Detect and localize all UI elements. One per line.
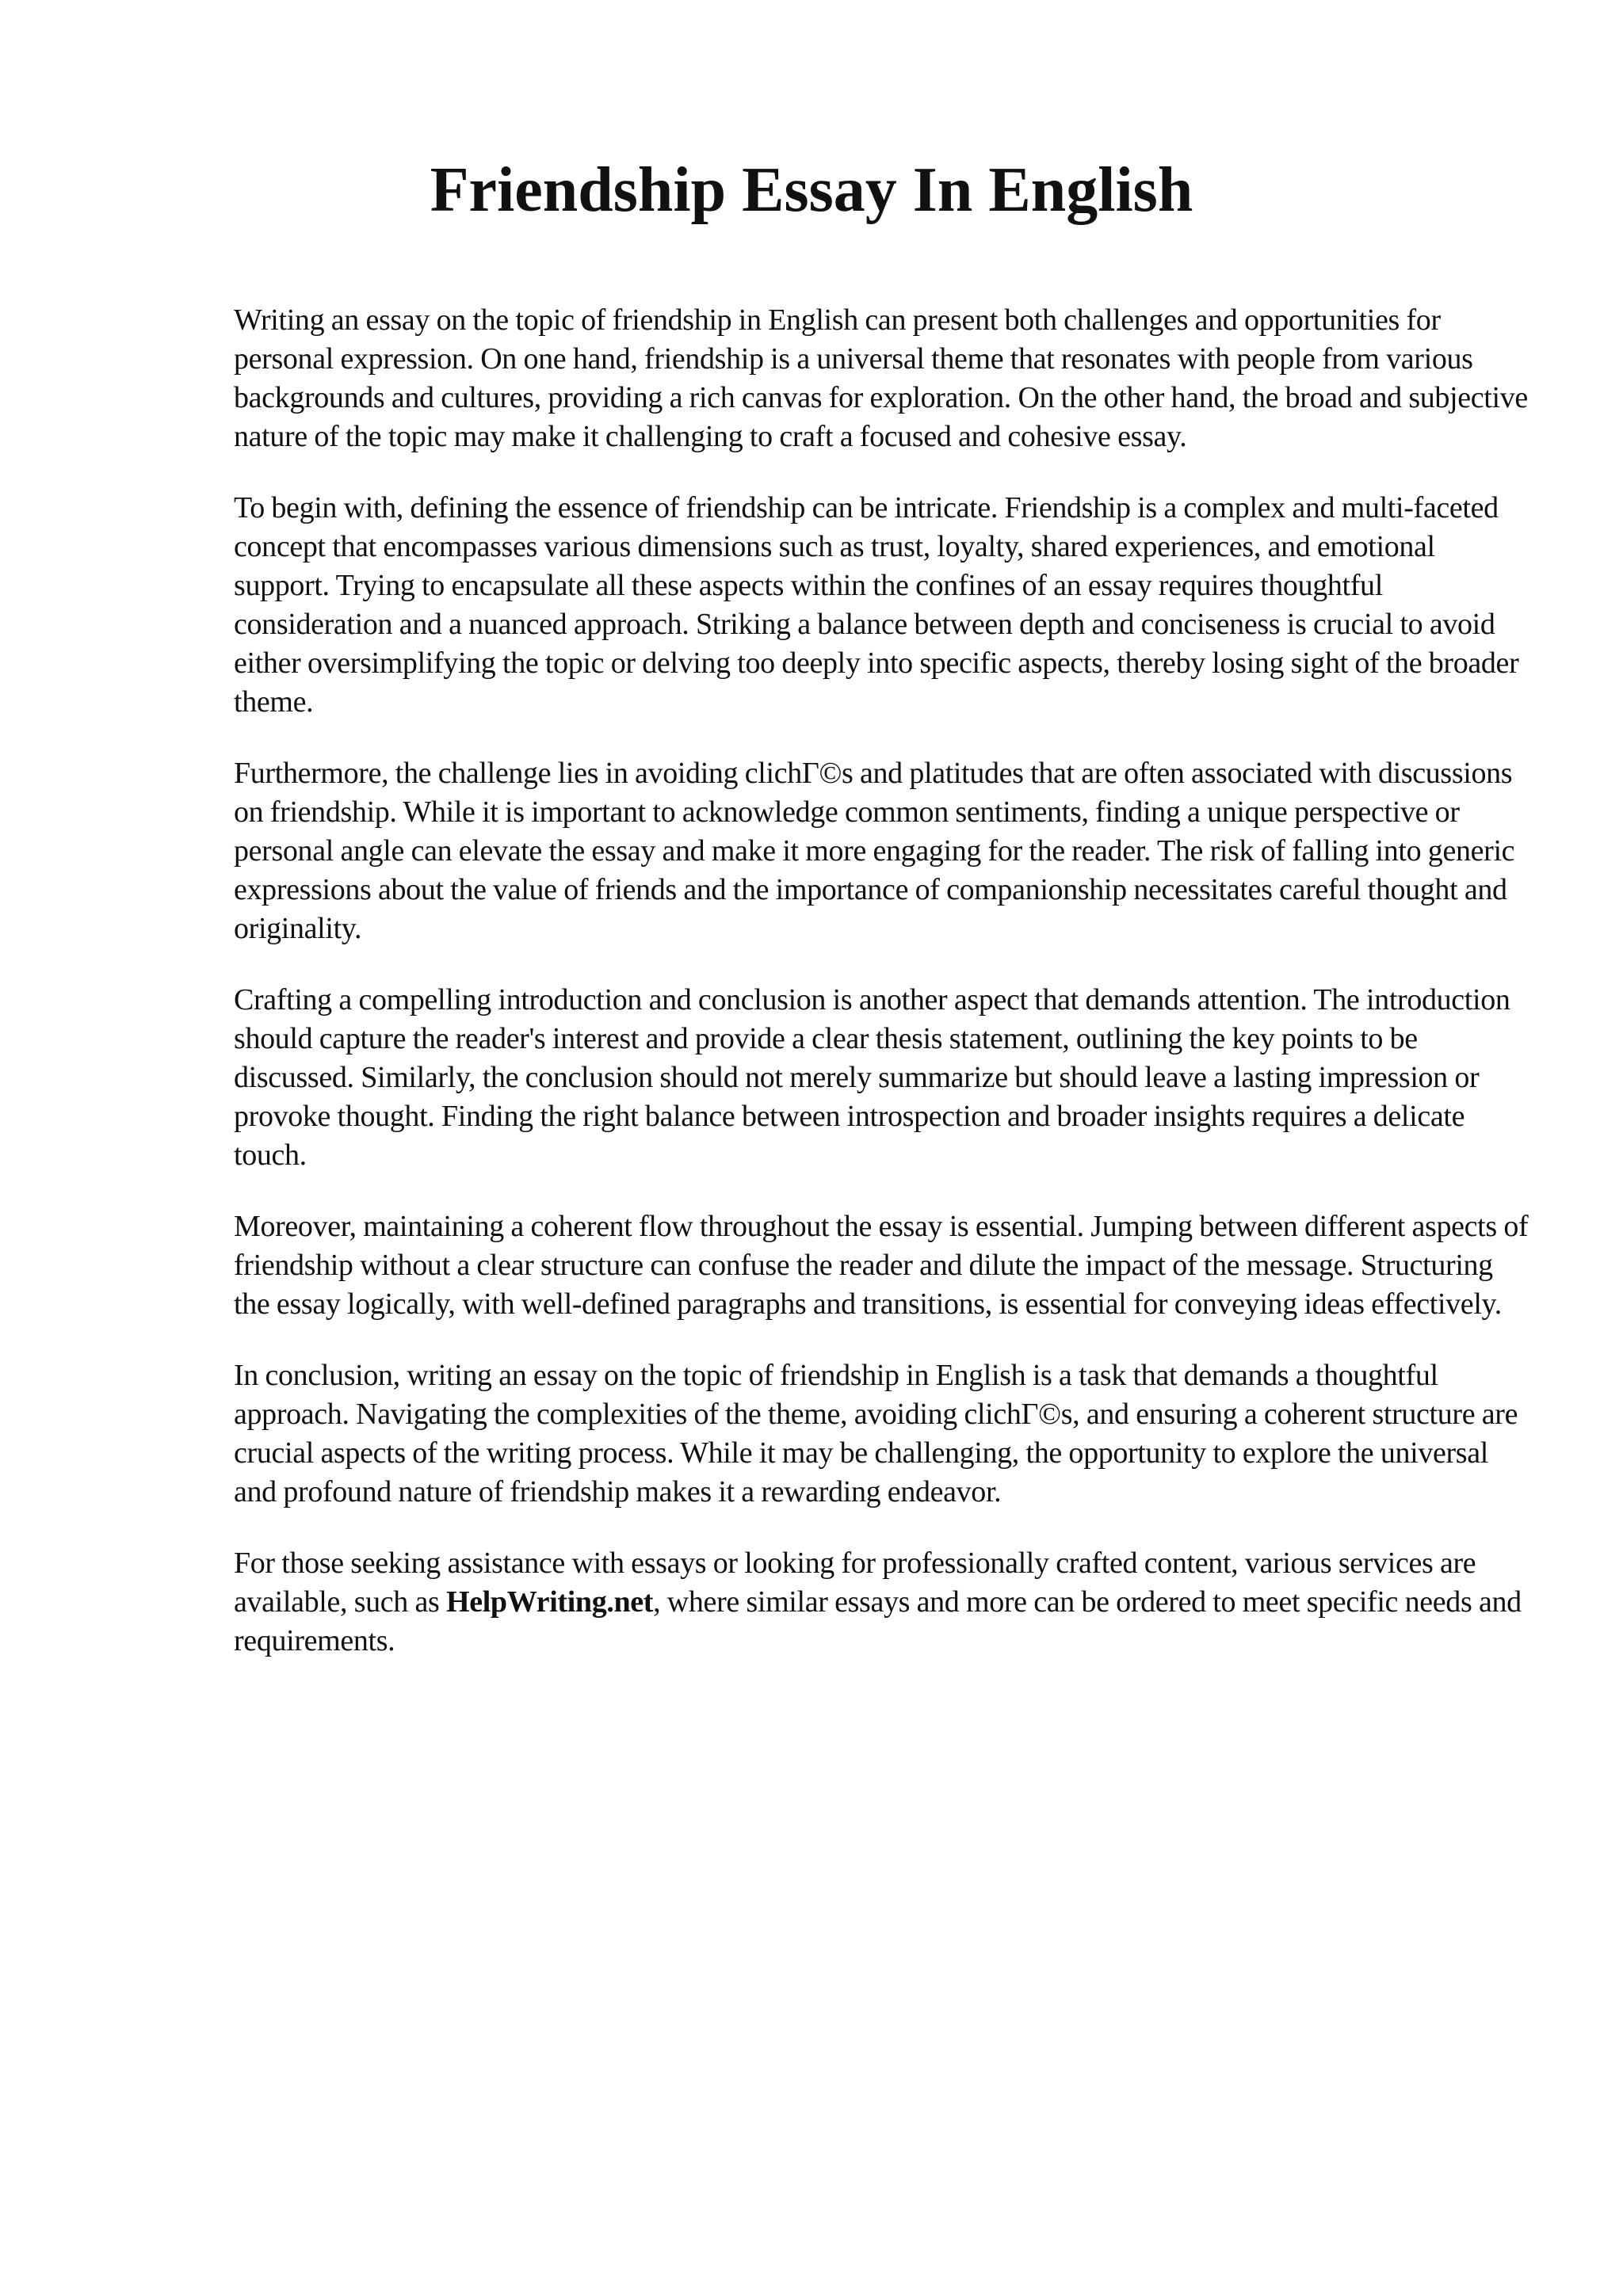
paragraph-coherent-flow: Moreover, maintaining a coherent flow throughout the essay is essential. Jumping between different aspects of friendship without a clear structure can confuse the reader and dilute the impact of the message. Structuring the essay logically, with well-defined paragraphs and transitions, is essential for conveying ideas effectively.: [234, 1210, 1529, 1321]
closing-text-after: , where similar essays and more can be ordered to meet specific needs and requirements.: [234, 1585, 1522, 1657]
paragraph-intro: Writing an essay on the topic of friendship in English can present both challenges and opportunities for personal expression. On one hand, friendship is a universal theme that resonates with people from various backgrounds and cultures, providing a rich canvas for exploration. On the other hand, the broad and subjective nature of the topic may make it challenging to craft a focused and cohesive essay.: [234, 303, 1528, 453]
brand-name: HelpWriting.net: [446, 1585, 654, 1619]
essay-body: [234, 301, 1533, 1693]
paragraph-defining-friendship: To begin with, defining the essence of friendship can be intricate. Friendship is a complex and multi-faceted concept that encompasses various dimensions such as trust, loyalty, shared experiences, and emotional support. Trying to encapsulate all these aspects within the confines of an essay requires thoughtful consideration and a nuanced approach. Striking a balance between depth and conciseness is crucial to avoid either oversimplifying the topic or delving too deeply into specific aspects, thereby losing sight of the broader theme.: [234, 491, 1519, 719]
closing-text-before: For those seeking assistance with essays or looking for professionally crafted content, various services are available, such as: [234, 1547, 1476, 1619]
document-title: Friendship Essay In English: [430, 155, 1193, 225]
paragraph-avoiding-cliches: Furthermore, the challenge lies in avoiding clichГ©s and platitudes that are often associated with discussions on friendship. While it is important to acknowledge common sentiments, finding a unique perspective or personal angle can elevate the essay and make it more engaging for the reader. The risk of falling into generic expressions about the value of friends and the importance of companionship necessitates careful thought and originality.: [234, 757, 1515, 945]
paragraph-closing: [234, 1544, 1533, 1661]
paragraph-conclusion: In conclusion, writing an essay on the topic of friendship in English is a task that demands a thoughtful approach. Navigating the complexities of the theme, avoiding clichГ©s, and ensuring a coherent structure are crucial aspects of the writing process. While it may be challenging, the opportunity to explore the universal and profound nature of friendship makes it a rewarding endeavor.: [234, 1359, 1518, 1508]
paragraph-introduction-conclusion: Crafting a compelling introduction and conclusion is another aspect that demands attention. The introduction should capture the reader's interest and provide a clear thesis statement, outlining the key points to be discussed. Similarly, the conclusion should not merely summarize but should leave a lasting impression or provoke thought. Finding the right balance between introspection and broader insights requires a delicate touch.: [234, 983, 1510, 1172]
